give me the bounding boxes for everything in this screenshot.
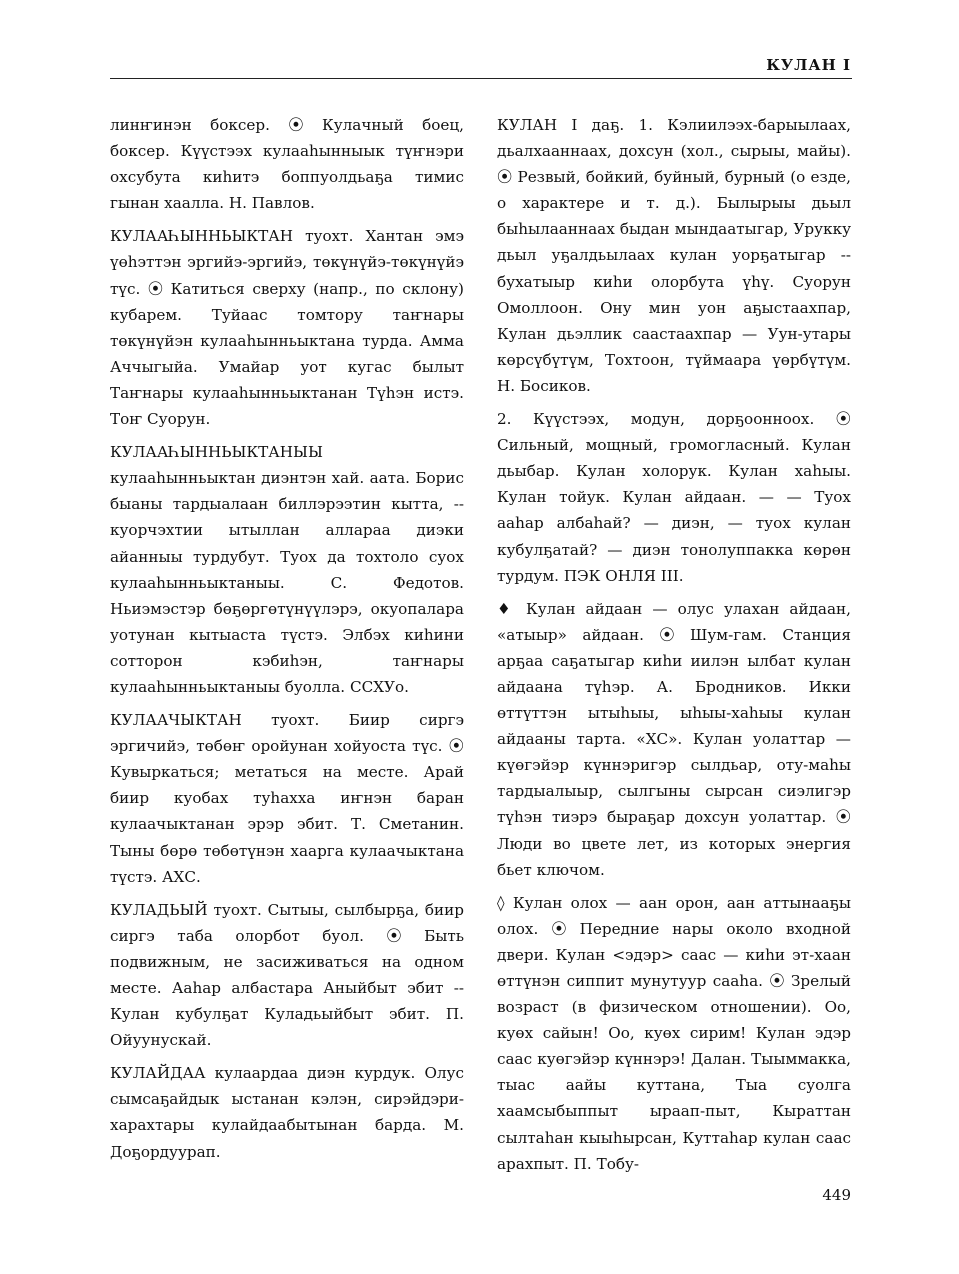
- entry-kulaidaa: КУЛАЙДАА кулаардаа диэн курдук. Олус сымсаҕайдык ыстанан кэлэн, сирэйдэри-харахтары кулайдаабытынан барда. М. Доҕордуурап.: [110, 1064, 464, 1161]
- entry-kuladyi: КУЛАДЬЫЙ туохт. Сытыы, сылбырҕа, биир сиргэ таба олорбот буол. ⦿ Быть подвижным, не засиживаться на одном месте. Ааһар албастара Аныйбыт эбит -- Кулан кубулҕат Куладьыйбыт эбит. П. Ойуунускай.: [110, 900, 464, 1050]
- entry-kulaahynnyktan: КУЛААҺЫННЬЫКТАН туохт. Хантан эмэ үөһэттэн эргийэ-эргийэ, төкүнүйэ-төкүнүйэ түс. ⦿ Катиться сверху (напр., по склону) кубарем. Туйаас томтору таҥнары төкүнүйэн кулааһынньыктана турда. Амма Аччыгыйа. Умайар уот кугас былыт Таҥнары кулааһынньыктанан Түһэн истэ. Тоҥ Суорун.: [110, 227, 464, 429]
- entry-kulaachyktan: КУЛААЧЫКТАН туохт. Биир сиргэ эргичийэ, төбөҥ оройунан хойуоста түс. ⦿ Кувыркаться; метаться на месте. Арай биир куобах туһахха иҥнэн баран кулаачыктанан эрэр эбит. Т. Сметанин. Тыны бөрө төбөтүнэн хаарга кулаачыктана түстэ. АХС.: [110, 711, 464, 886]
- header-rule: [110, 78, 852, 79]
- running-head: КУЛАН I: [766, 56, 851, 74]
- entry-kulan-1: КУЛАН I даҕ. 1. Кэлиилээх-барыылаах, дьалхааннаах, дохсун (хол., сырыы, майы). ⦿ Резвый, бойкий, буйный, бурный (о езде, о характере и т. д.). Былырыы дьыл быһылааннаах быдан мындаатыгар, Урукку дьыл уҕалдьылаах кулан уорҕатыгар -- бухатыыр киһи олорбута үһү. Суорун Омоллоон. Ону мин уон аҕыстаахпар, Кулан дьэллик саастаахпар — Уун-утары көрсүбүтүм, Тохтоон, түймаара үөрбүтүм. Н. Босиков.: [497, 116, 851, 395]
- entry-kulan-sense-2: 2. Күүстээх, модун, дорҕоонноох. ⦿ Сильный, мощный, громогласный. Кулан дьыбар. Кулан холорук. Кулан хаһыы. Кулан тойук. Кулан айдаан. — — Туох ааһар албаһай? — диэн, — туох кулан кубулҕатай? — диэн тонолуппакка көрөн турдум. ПЭК ОНЛЯ III.: [497, 410, 851, 585]
- entry-kulan-phrases: ♦ Кулан айдаан — олус улахан айдаан, «атыыр» айдаан. ⦿ Шум-гам. Станция арҕаа саҕатыгар киһи иилэн ылбат кулан айдаана түһэр. А. Бродников. Икки өттүттэн ытыһыы, ыһыы-хаһыы кулан айдааны тарта. «ХС». Кулан уолаттар — күөгэйэр күннэригэр сылдьар, оту-маһы тардыалыыр, сылгыны сырсан сиэлигэр түһэн тиэрэ быраҕар дохсун уолаттар. ⦿ Люди во цвете лет, из которых энергия бьет ключом.: [497, 599, 851, 879]
- left-column: [110, 112, 464, 1165]
- entry-text: линҥинэн боксер. ⦿ Кулачный боец, боксер. Күүстээх кулааһынныык түҥнэри охсубута киһитэ боппуолдьаҕа тимис гынан хаалла. Н. Павлов.: [110, 116, 464, 213]
- right-column: [497, 112, 851, 1177]
- entry-kulan-idioms: ◊ Кулан олох — аан орон, аан аттынааҕы олох. ⦿ Передние нары около входной двери. Кулан <эдэр> саас — киһи эт-хаан өттүнэн сиппит мунутуур сааһа. ⦿ Зрелый возраст (в физическом отношении). Оо, куөх сайын! Оо, куөх сирим! Кулан эдэр саас куөгэйэр күннэрэ! Далан. Тыыммакка, тыас аайы куттана, Тыа суолга хаамсыбыппыт ыраап-пыт, Кыраттан сылтаһан кыыһырсан, Куттаһар кулан саас арахпыт. П. Тобу-: [497, 893, 851, 1173]
- entry-kulaahynnyktanyy: КУЛААҺЫННЬЫКТАНЫЫ кулааһынньыктан диэнтэн хай. аата. Борис быаны тардыалаан биллэрээтин кытта, -- куорчэхтии ытыллан аллараа диэки айанныы турдубут. Туох да тохтоло суох кулааһынньыктаныы. С. Федотов. Ньиэмэстэр бөҕөргөтүнүүлэрэ, окуопалара уотунан кытыаста түстэ. Элбэх киһини сотторон кэбиһэн, таҥнары кулааһынньыктаныы буолла. ССХУо.: [110, 443, 464, 696]
- page-number: 449: [822, 1186, 851, 1204]
